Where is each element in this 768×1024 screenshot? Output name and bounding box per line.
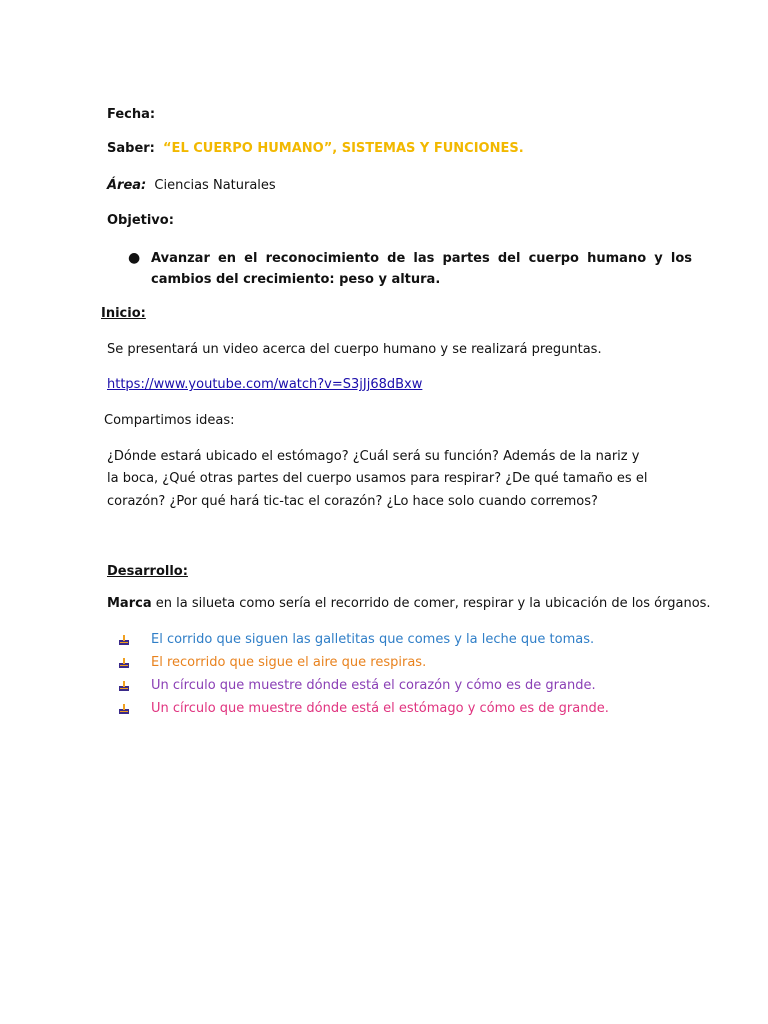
task-text-3: Un círculo que muestre dónde está el corazón y cómo es de grande.	[151, 678, 596, 693]
pointing-hand-icon	[118, 657, 130, 669]
pointing-hand-icon	[118, 703, 130, 715]
area-value: Ciencias Naturales	[154, 178, 276, 193]
compartimos-ideas: Compartimos ideas:	[104, 413, 235, 428]
saber-value: “EL CUERPO HUMANO”, SISTEMAS Y FUNCIONES.	[163, 141, 524, 156]
questions-line-2: la boca, ¿Qué otras partes del cuerpo usamos para respirar? ¿De qué tamaño es el	[107, 471, 648, 486]
area-label: Área:	[107, 178, 147, 193]
marca-bold: Marca	[107, 596, 152, 611]
desarrollo-heading: Desarrollo:	[107, 564, 188, 579]
inicio-heading: Inicio:	[101, 306, 146, 321]
questions-line-1: ¿Dónde estará ubicado el estómago? ¿Cuál será su función? Además de la nariz y	[107, 449, 640, 464]
questions-line-3: corazón? ¿Por qué hará tic-tac el corazón? ¿Lo hace solo cuando corremos?	[107, 494, 598, 509]
area-line	[107, 178, 276, 193]
objetivo-text: Avanzar en el reconocimiento de las partes del cuerpo humano y los cambios del crecimiento: peso y altura.	[151, 251, 692, 287]
inicio-intro: Se presentará un video acerca del cuerpo humano y se realizará preguntas.	[107, 342, 602, 357]
video-link[interactable]: https://www.youtube.com/watch?v=S3jJj68dBxw	[107, 377, 423, 392]
pointing-hand-icon	[118, 680, 130, 692]
task-text-1: El corrido que siguen las galletitas que comes y la leche que tomas.	[151, 632, 595, 647]
task-text-2: El recorrido que sigue el aire que respiras.	[151, 655, 427, 670]
objetivo-label: Objetivo:	[107, 213, 174, 228]
saber-label: Saber:	[107, 141, 155, 156]
marca-rest: en la silueta como sería el recorrido de comer, respirar y la ubicación de los órganos.	[151, 596, 711, 611]
saber-line	[107, 141, 524, 156]
task-text-4: Un círculo que muestre dónde está el estómago y cómo es de grande.	[151, 701, 609, 716]
bullet-dot-icon: ●	[128, 250, 141, 266]
marca-instruction	[107, 596, 711, 611]
fecha-label: Fecha:	[107, 107, 156, 122]
pointing-hand-icon	[118, 634, 130, 646]
